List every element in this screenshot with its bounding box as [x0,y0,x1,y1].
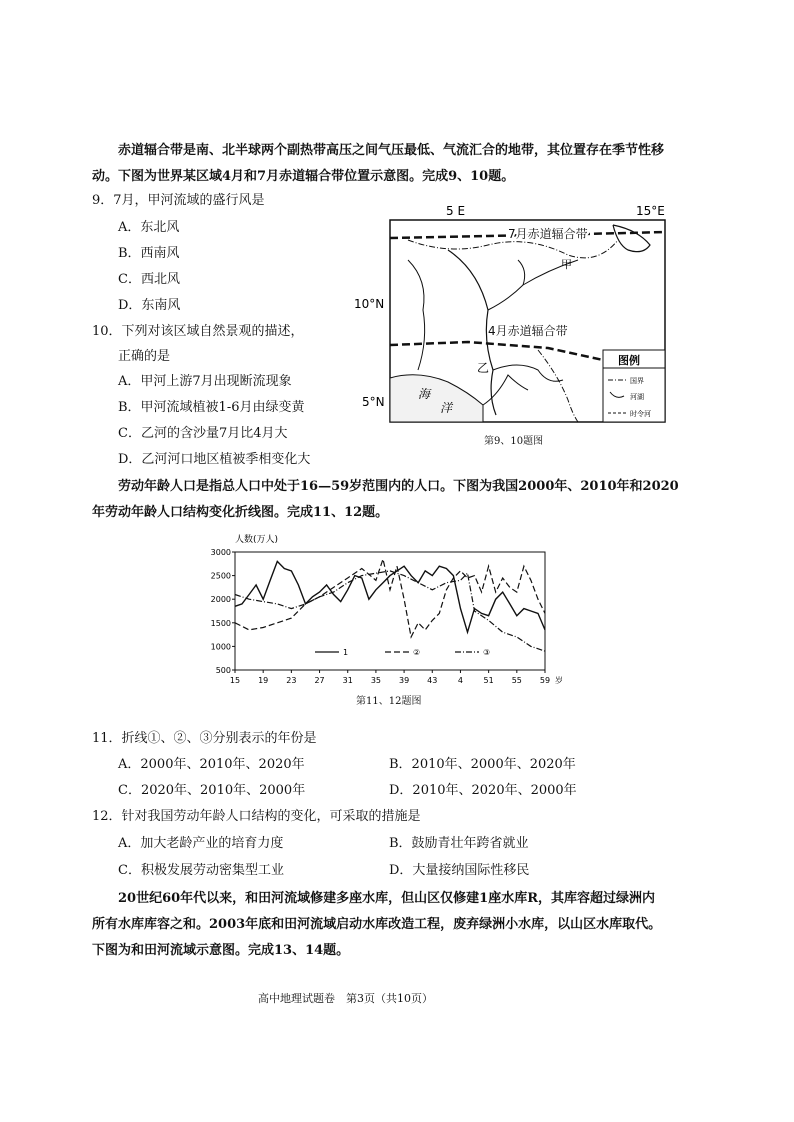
river-jia-label: 甲 [561,258,572,271]
chart-caption: 第11、12题图 [356,696,422,707]
border-south [538,350,578,422]
q10-option-c[interactable]: C．乙河的含沙量7月比4月大 [118,426,288,441]
river-jia-branch [518,260,525,285]
x-tick-label: 23 [286,676,297,685]
july-itcz-label: 7月赤道辐合带 [508,227,588,241]
sea-label-2: 洋 [440,401,453,415]
river-yi-label: 乙 [477,361,490,375]
y-tick-label: 1000 [210,642,231,652]
q11-option-c[interactable]: C．2020年、2010年、2000年 [118,783,306,798]
legend-seasonal-label: 时令河 [630,410,651,418]
map-lon-right: 15°E [636,204,665,218]
map-caption: 第9、10题图 [484,436,544,447]
q12-option-c[interactable]: C．积极发展劳动密集型工业 [118,863,284,878]
map-lat-bottom: 5°N [362,395,385,409]
lake [613,225,650,252]
q9-option-d[interactable]: D．东南风 [118,298,181,313]
page-footer: 高中地理试题卷 第3页（共10页） [258,992,433,1005]
q12-option-b[interactable]: B．鼓励青壮年跨省就业 [389,836,529,851]
intro-line-2: 动。下图为世界某区域4月和7月赤道辐合带位置示意图。完成9、10题。 [92,169,515,184]
q9-option-a[interactable]: A．东北风 [118,220,180,235]
x-tick-label: 43 [427,676,438,685]
q11-option-b[interactable]: B．2010年、2000年、2020年 [389,757,576,772]
x-tick-label: 55 [511,676,522,685]
legend-label-3: ③ [483,648,491,657]
q11-stem: 11．折线①、②、③分别表示的年份是 [92,731,317,746]
q10-option-d[interactable]: D．乙河河口地区植被季相变化大 [118,452,311,467]
coastline-east [483,375,528,405]
labor-chart [205,530,585,690]
legend-label-1: 1 [343,648,349,657]
y-tick-label: 3000 [210,548,231,557]
q9-option-b[interactable]: B．西南风 [118,246,180,261]
y-tick-label: 2000 [210,595,231,605]
sea-label-1: 海 [418,387,431,401]
q10-option-b[interactable]: B．甲河流域植被1-6月由绿变黄 [118,400,305,415]
river-east [493,365,563,381]
legend-title: 图例 [618,354,640,367]
x-tick-label: 51 [483,676,494,685]
q12-option-d[interactable]: D．大量接纳国际性移民 [389,863,530,878]
legend-border-label: 国界 [630,377,644,385]
x-tick-label: 15 [229,676,241,685]
intro-line-1: 赤道辐合带是南、北半球两个副热带高压之间气压最低、气流汇合的地带，其位置存在季节性移 [118,143,665,158]
river-west [408,260,425,370]
map-legend [603,350,665,422]
chart-ylabel: 人数(万人) [235,535,279,545]
x-tick-label: 59 [539,676,551,685]
q12-option-a[interactable]: A．加大老龄产业的培育力度 [118,836,284,851]
q11-option-d[interactable]: D．2010年、2020年、2000年 [389,783,577,798]
legend-river-label: 河湖 [630,393,644,401]
x-tick-label: 31 [342,676,353,685]
y-tick-label: 500 [215,666,231,675]
legend-label-2: ② [413,648,421,657]
border-north [408,240,618,258]
y-tick-label: 2500 [210,571,231,581]
map-lat-top: 10°N [354,297,385,311]
coastline [390,375,483,422]
x-tick-label: 4 [457,676,464,685]
q10-stem-line-2: 正确的是 [118,349,171,364]
hotan-intro-line-2: 所有水库库容之和。2003年底和田河流域启动水库改造工程，废弃绿洲小水库，以山区水库取代。 [92,917,662,932]
itcz-map [354,200,678,450]
series-line-3 [235,571,545,651]
q9-stem: 9．7月，甲河流域的盛行风是 [92,193,265,208]
labor-intro-line-1: 劳动年龄人口是指总人口中处于16—59岁范围内的人口。下图为我国2000年、2010年和2020 [118,479,679,494]
q10-option-a[interactable]: A．甲河上游7月出现断流现象 [118,374,292,389]
y-tick-label: 1500 [210,618,231,628]
q12-stem: 12．针对我国劳动年龄人口结构的变化，可采取的措施是 [92,809,421,824]
x-tick-label: 35 [370,676,382,685]
q11-option-a[interactable]: A．2000年、2010年、2020年 [118,757,305,772]
q10-stem-line-1: 10．下列对该区域自然景观的描述， [92,324,304,339]
x-tick-label: 19 [258,676,269,685]
x-tick-label: 39 [398,676,410,685]
hotan-intro-line-1: 20世纪60年代以来，和田河流域修建多座水库，但山区仅修建1座水库R，其库容超过绿洲内 [118,891,656,906]
map-lon-left: 5 E [446,204,466,218]
x-tick-label: 27 [314,676,325,685]
hotan-intro-line-3: 下图为和田河流域示意图。完成13、14题。 [92,943,350,958]
q9-option-c[interactable]: C．西北风 [118,272,180,287]
x-unit-label: 岁 [555,676,563,685]
april-itcz-label: 4月赤道辐合带 [488,324,568,338]
labor-intro-line-2: 年劳动年龄人口结构变化折线图。完成11、12题。 [92,505,389,520]
